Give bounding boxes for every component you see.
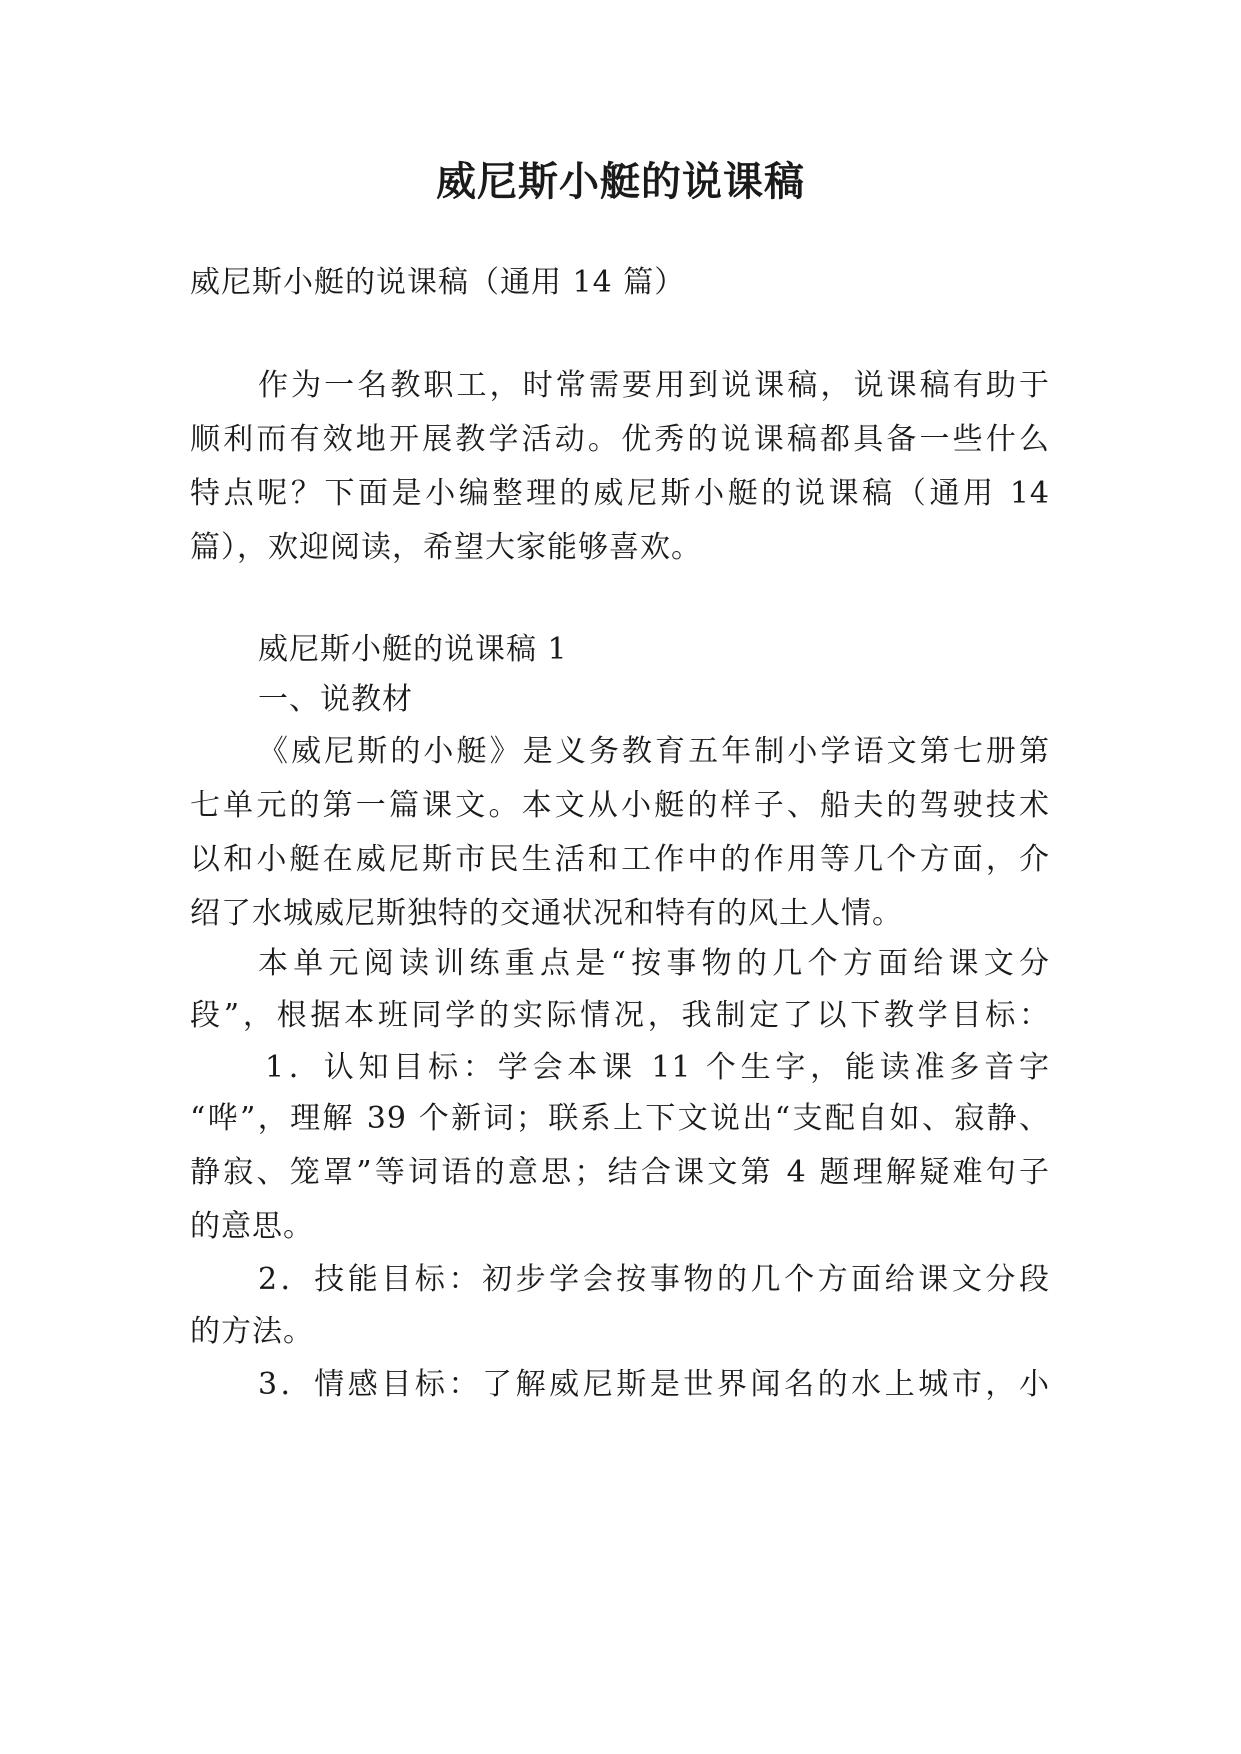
goal-line: 1．认知目标：学会本课 11 个生字，能读准多音字 bbox=[265, 1050, 1050, 1085]
intro-line: 顺利而有效地开展教学活动。优秀的说课稿都具备一些什么 bbox=[190, 422, 1050, 457]
intro-line: 作为一名教职工，时常需要用到说课稿，说课稿有助于 bbox=[258, 368, 1050, 403]
goal-line: 的意思。 bbox=[190, 1209, 314, 1244]
intro-line: 特点呢？下面是小编整理的威尼斯小艇的说课稿（通用 14 bbox=[190, 476, 1050, 511]
goal-line: 静寂、笼罩”等词语的意思；结合课文第 4 题理解疑难句子 bbox=[190, 1155, 1050, 1190]
paragraph-line: 《威尼斯的小艇》是义务教育五年制小学语文第七册第 bbox=[258, 734, 1050, 769]
part-heading: 一、说教材 bbox=[258, 682, 413, 717]
paragraph-line: 七单元的第一篇课文。本文从小艇的样子、船夫的驾驶技术 bbox=[190, 788, 1050, 823]
goal-line: 的方法。 bbox=[190, 1314, 314, 1349]
paragraph-line: 绍了水城威尼斯独特的交通状况和特有的风土人情。 bbox=[190, 896, 903, 931]
goal-line: 2．技能目标：初步学会按事物的几个方面给课文分段 bbox=[258, 1262, 1050, 1297]
document-subtitle: 威尼斯小艇的说课稿（通用 14 篇） bbox=[190, 265, 686, 300]
section-heading: 威尼斯小艇的说课稿 1 bbox=[258, 632, 568, 667]
paragraph-line: 段”，根据本班同学的实际情况，我制定了以下教学目标： bbox=[190, 998, 1050, 1033]
document-title: 威尼斯小艇的说课稿 bbox=[436, 159, 805, 205]
paragraph-line: 以和小艇在威尼斯市民生活和工作中的作用等几个方面，介 bbox=[190, 842, 1050, 877]
goal-line: “哗”，理解 39 个新词；联系上下文说出“支配自如、寂静、 bbox=[190, 1101, 1050, 1136]
goal-line: 3．情感目标：了解威尼斯是世界闻名的水上城市，小 bbox=[258, 1367, 1050, 1402]
intro-line: 篇），欢迎阅读，希望大家能够喜欢。 bbox=[190, 530, 702, 565]
paragraph-line: 本单元阅读训练重点是“按事物的几个方面给课文分 bbox=[258, 946, 1050, 981]
